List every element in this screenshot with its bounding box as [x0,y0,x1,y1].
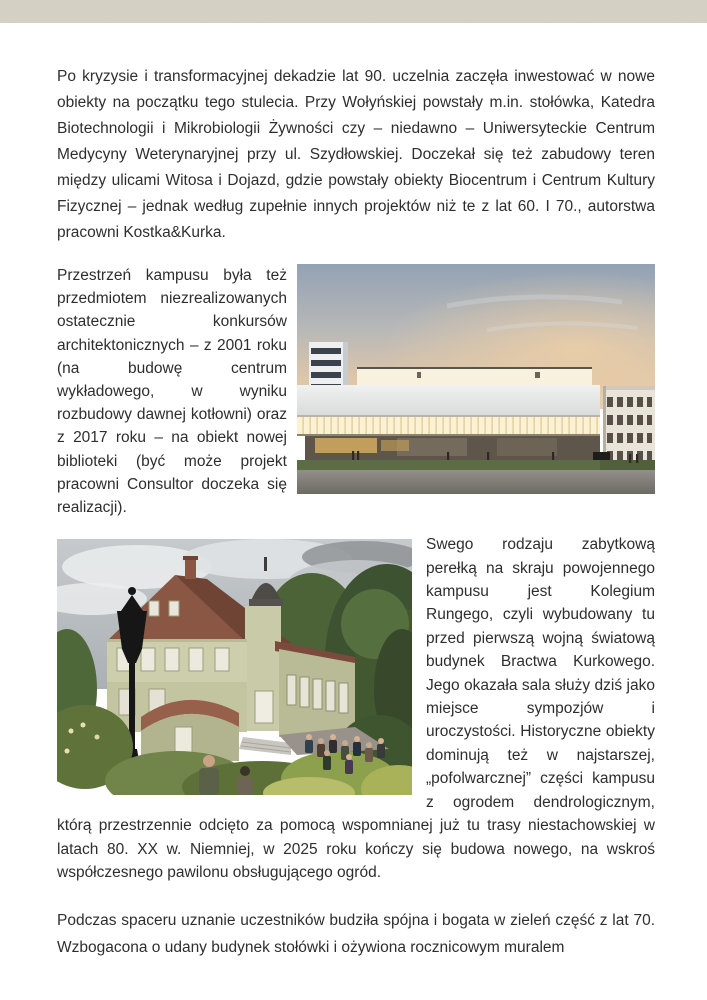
kolegium-rungego-photo [57,539,412,795]
paragraph-competitions-column: Przestrzeń kampusu była też przedmiotem niezrealizowanych ostatecznie konkursów architektonicznych – z 2001 roku (na budowę centrum wykładowego, w wyniku rozbudowy dawnej kotłowni) oraz z 2017 roku – na obiekt nowej biblioteki (być może projekt pracowni Consultor doczeka się realizacji). [57,267,287,517]
paragraph-kolegium-rungego: Swego rodzaju zabytkową perełką na skraju powojennego kampusu jest Kolegium Rungego, czyli wybudowany tu przed pierwszą wojną światową budynek Bractwa Kurkowego. Jego okazała sala służy dziś jako miejsce sympozjów i uroczystości. Historyczne obiekty dominują też w najstarszej, „pofolwarcznej” części kampusu z ogrodem dendrologicznym, którą przestrzennie odcięto za pomocą wspomnianej już tu trasy niestachowskiej w latach 80. XX w. Niemniej, w 2025 roku kończy się budowa nowego, na wskroś współczesnego pawilonu obsługującego ogród. [57,536,655,881]
library-render-image [297,264,655,494]
library-building [297,385,600,461]
plaza [297,460,655,494]
page-content [57,23,655,961]
section-competitions [57,264,655,519]
paper-texture-band [0,0,707,23]
section-kolegium-rungego [57,533,655,884]
paragraph-walk-impressions: Podczas spaceru uznanie uczestników budziła spójna i bogata w zieleń część z lat 70. Wzbogacona o udany budynek stołówki i ożywiona rocznicowym muralem [57,912,655,956]
paragraph-campus-investments: Po kryzysie i transformacyjnej dekadzie lat 90. uczelnia zaczęła inwestować w nowe obiekty na początku tego stulecia. Przy Wołyńskiej powstały m.in. stołówka, Katedra Biotechnologii i Mikrobiologii Żywności czy – niedawno – Uniwersyteckie Centrum Medycyny Weterynaryjnej przy ul. Szydłowskiej. Doczekał się też zabudowy teren między ulicami Witosa i Dojazd, gdzie powstały obiekty Biocentrum i Centrum Kultury Fizycznej – jednak według zupełnie innych projektów niż te z lat 60. I 70., autorstwa pracowni Kostka&Kurka. [57,68,655,241]
clerestory-band [357,367,592,386]
stairs [239,737,291,755]
